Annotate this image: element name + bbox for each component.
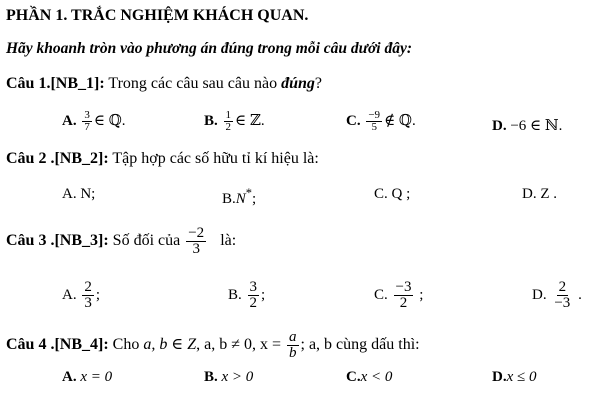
option-superscript: * (245, 186, 253, 200)
q2-option-a[interactable] (62, 186, 95, 203)
option-value: N (235, 191, 246, 207)
fraction-denominator: 3 (84, 295, 92, 311)
option-letter: B. (204, 112, 218, 129)
q3-option-a[interactable] (62, 280, 100, 311)
option-tail: ; (419, 286, 424, 303)
question-3-text-end: là: (220, 232, 237, 250)
option-tail: ; (261, 286, 266, 303)
option-value: x > 0 (221, 369, 254, 385)
q2-option-d[interactable] (522, 186, 557, 203)
option-value: x ≤ 0 (506, 369, 537, 385)
q4-option-b[interactable] (204, 369, 253, 386)
question-4-vars: a, b ∈ Z (143, 336, 197, 354)
fraction-numerator: 3 (84, 109, 90, 121)
question-1 (6, 75, 322, 93)
option-value: N; (80, 186, 96, 202)
question-1-text: Trong các câu sau câu nào (108, 75, 278, 92)
q1-option-d[interactable] (492, 116, 562, 135)
fraction (366, 110, 382, 133)
section-title: PHẦN 1. TRẮC NGHIỆM KHÁCH QUAN. (6, 7, 309, 24)
question-2-label: Câu 2 .[NB_2]: (6, 150, 109, 167)
question-4-condition: , a, b ≠ 0, x = (196, 336, 281, 354)
question-3-label: Câu 3 .[NB_3]: (6, 232, 109, 250)
fraction-numerator: a (289, 329, 297, 345)
fraction-numerator: 1 (225, 109, 232, 121)
question-4-text: Cho (112, 336, 140, 354)
question-2 (6, 150, 319, 168)
question-3 (6, 226, 236, 257)
q1-option-c[interactable] (346, 110, 416, 133)
option-letter: C. (374, 186, 388, 202)
fraction-numerator: −9 (368, 109, 381, 121)
option-expression: −6 ∈ ℕ. (510, 118, 563, 134)
q4-option-a[interactable] (62, 369, 112, 386)
fraction-denominator: 3 (192, 241, 200, 257)
option-letter: B. (222, 191, 236, 207)
question-4-text-end: ; a, b cùng dấu thì: (300, 336, 420, 354)
question-1-label: Câu 1.[NB_1]: (6, 75, 105, 92)
question-1-qmark: ? (314, 75, 322, 92)
option-tail: ∉ ℚ. (384, 112, 416, 129)
q1-option-a[interactable] (62, 110, 126, 133)
option-value: Z . (540, 186, 558, 202)
q3-option-c[interactable] (374, 280, 423, 311)
fraction (82, 110, 92, 133)
fraction-denominator: 2 (249, 295, 258, 311)
option-letter: C. (346, 112, 361, 129)
fraction (552, 280, 572, 311)
fraction-numerator: −3 (395, 279, 412, 295)
option-letter: D. (532, 286, 547, 303)
fraction-denominator: b (289, 345, 297, 361)
fraction-numerator: 2 (84, 279, 92, 295)
fraction (248, 280, 260, 311)
option-tail: ∈ ℚ. (93, 112, 126, 129)
option-tail: ∈ ℤ. (235, 112, 265, 129)
q4-option-c[interactable] (346, 369, 392, 386)
option-tail: ; (252, 191, 257, 207)
fraction-denominator: 2 (399, 295, 408, 311)
fraction (82, 280, 94, 311)
option-value: Q ; (391, 186, 411, 202)
option-tail: . (578, 286, 582, 303)
option-letter: B. (228, 286, 242, 303)
option-letter: D. (522, 186, 537, 202)
fraction-denominator: −3 (554, 295, 571, 311)
option-tail: ; (95, 286, 101, 303)
instruction: Hãy khoanh tròn vào phương án đúng trong mỗi câu dưới đây: (6, 40, 412, 57)
question-4-label: Câu 4 .[NB_4]: (6, 336, 109, 354)
q2-option-b[interactable] (222, 186, 256, 208)
option-letter: A. (62, 186, 77, 202)
option-value: x = 0 (80, 369, 113, 385)
option-value: x < 0 (360, 369, 393, 385)
q2-option-c[interactable] (374, 186, 410, 203)
question-3-fraction (186, 226, 206, 257)
option-letter: A. (62, 369, 77, 385)
question-2-text: Tập hợp các số hữu tỉ kí hiệu là: (112, 150, 319, 167)
option-letter: B. (204, 369, 218, 385)
fraction-numerator: −2 (188, 225, 205, 241)
question-3-text: Số đối của (112, 232, 181, 250)
fraction-numerator: 3 (249, 279, 258, 295)
option-letter: D. (492, 118, 507, 134)
q1-option-b[interactable] (204, 110, 265, 133)
question-1-emphasis: đúng (281, 75, 315, 92)
option-letter: A. (62, 286, 77, 303)
fraction-denominator: 7 (84, 121, 90, 133)
q3-option-b[interactable] (228, 280, 265, 311)
fraction-numerator: 2 (558, 279, 567, 295)
fraction-denominator: 2 (225, 121, 232, 133)
option-letter: A. (62, 112, 77, 129)
fraction-denominator: 5 (371, 121, 377, 133)
option-letter: C. (374, 286, 388, 303)
fraction (224, 110, 234, 133)
option-letter: D. (492, 369, 507, 385)
fraction (394, 280, 414, 311)
question-4-fraction (287, 330, 299, 361)
question-4 (6, 330, 420, 361)
q4-option-d[interactable] (492, 369, 536, 386)
q3-option-d[interactable] (532, 280, 582, 311)
option-letter: C. (346, 369, 361, 385)
